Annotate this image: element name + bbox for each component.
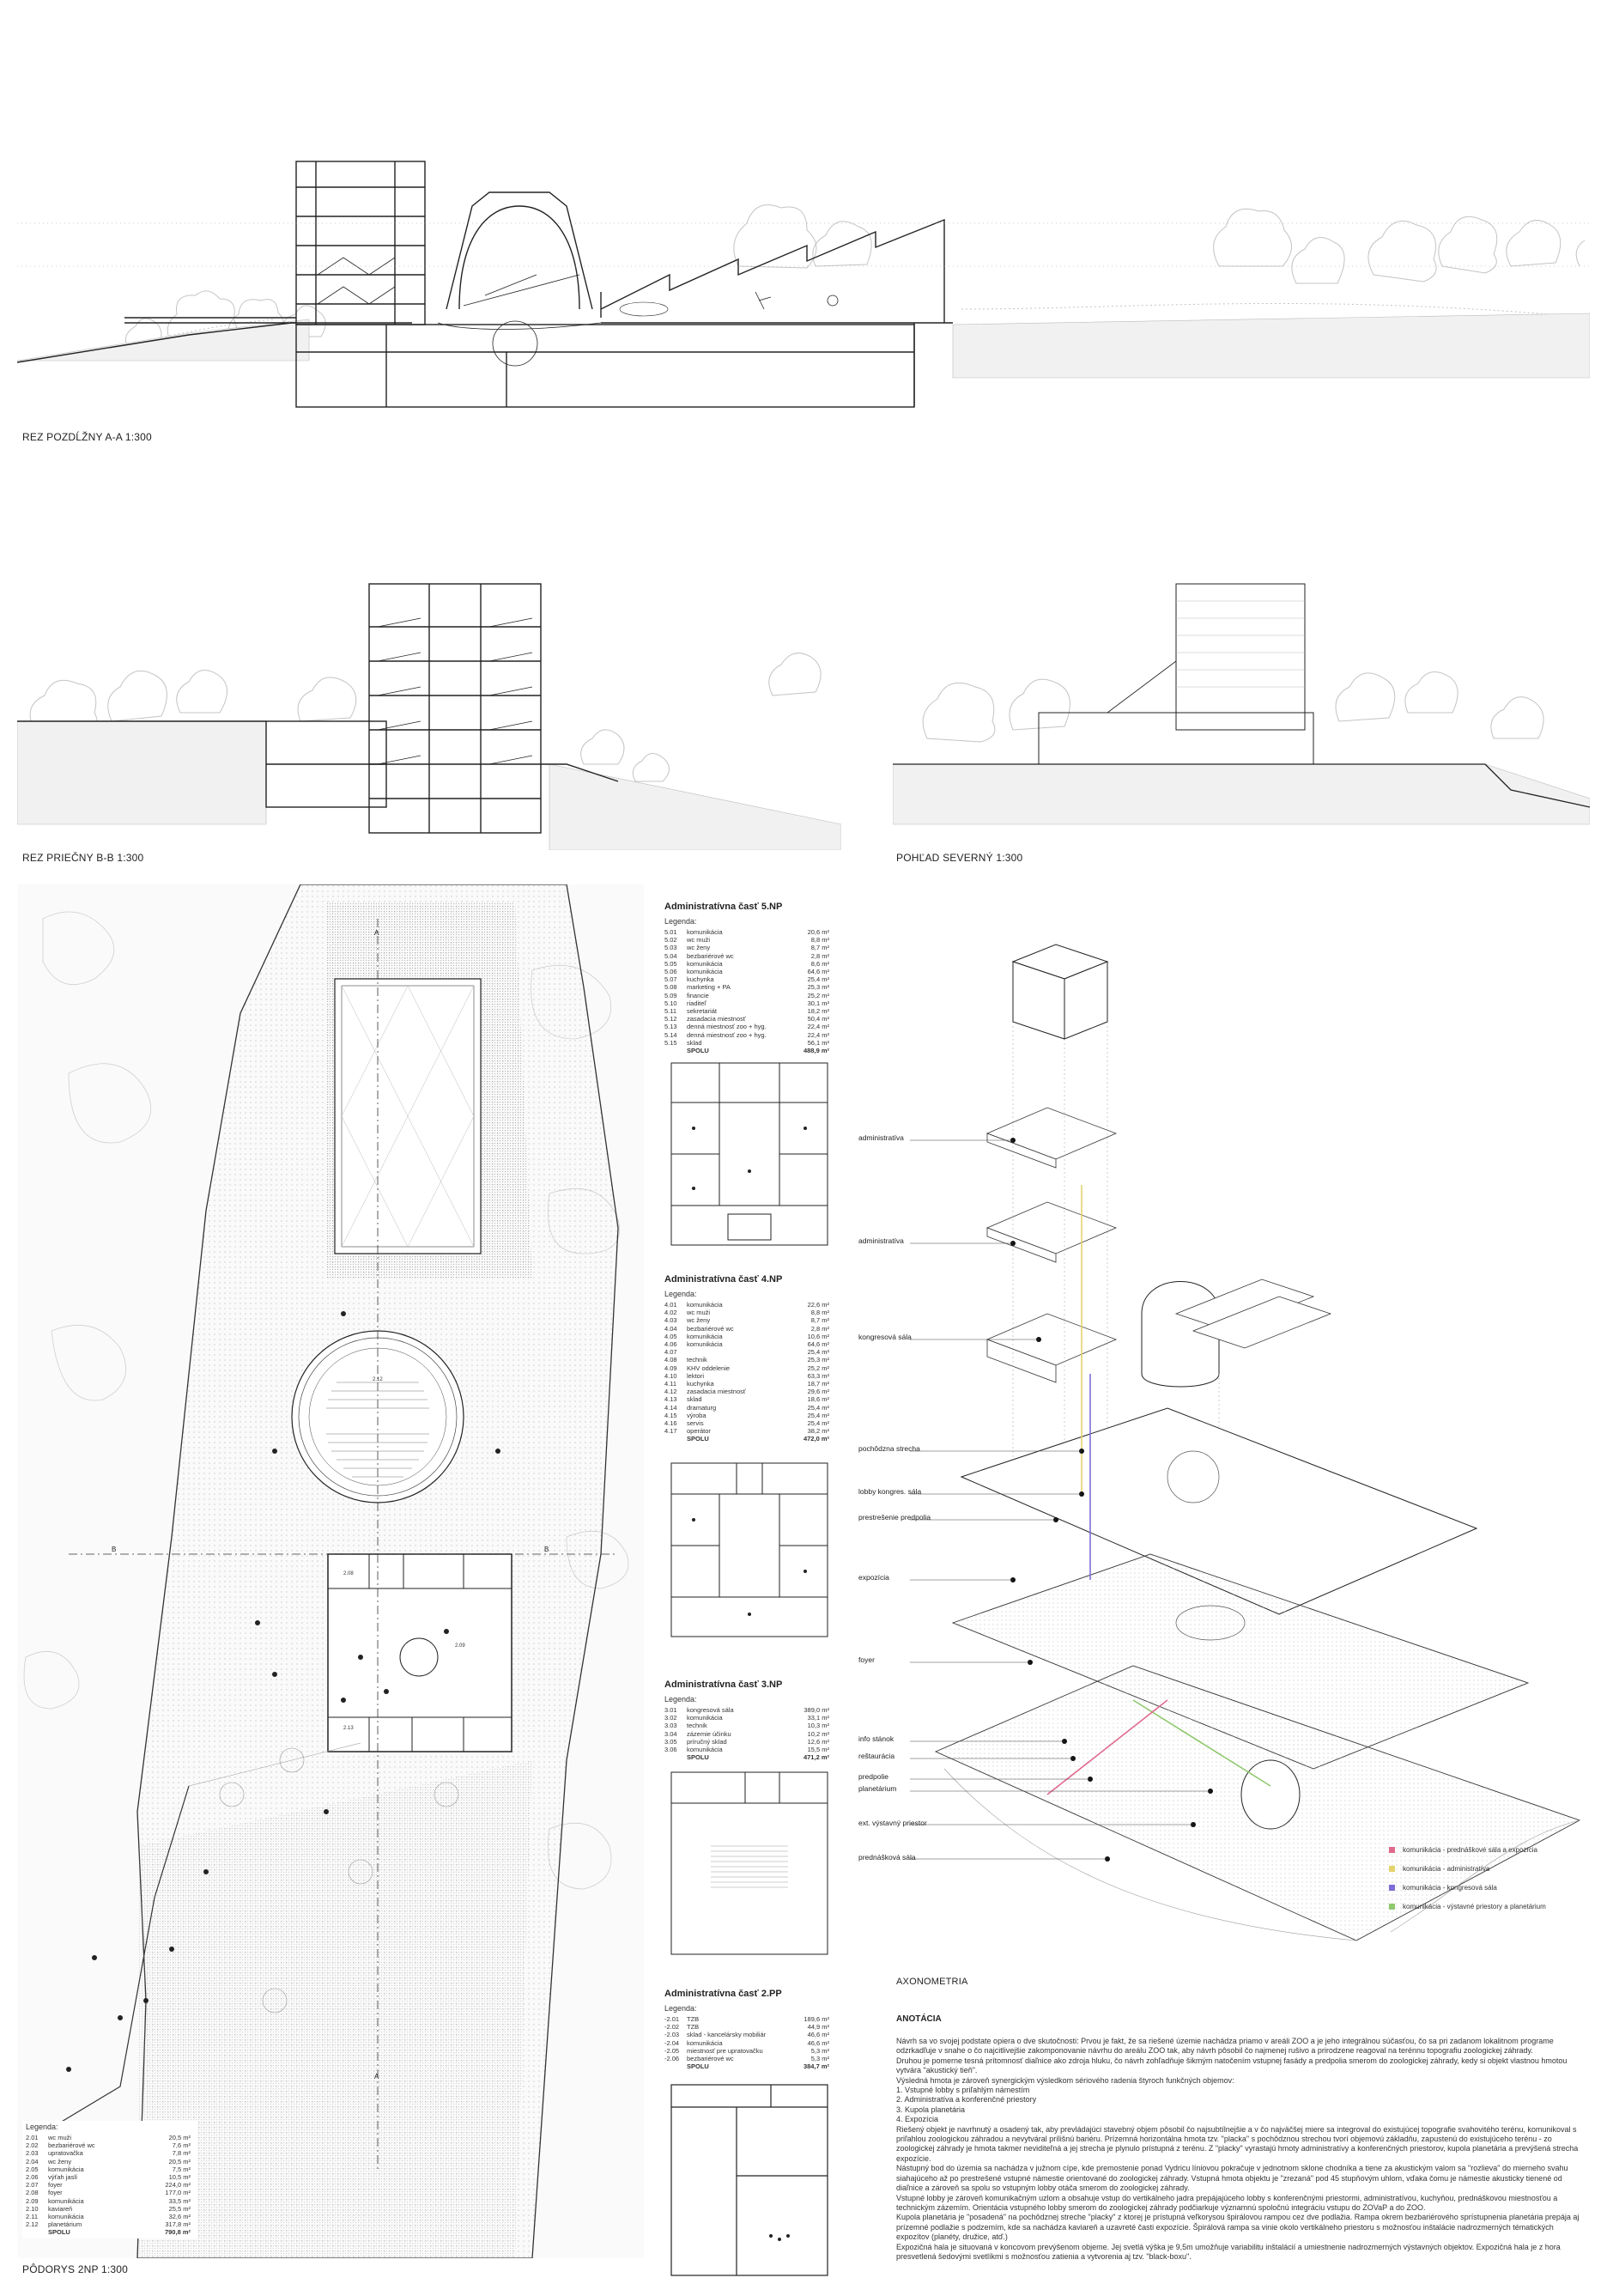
section-bb-svg [17,567,841,850]
legend-total: SPOLU 472,0 m² [687,1435,829,1443]
annotation-paragraph: Výsledná hmota je zároveň synergickým výsledkom sériového radenia štyroch funkčných objemov: [896,2075,1234,2085]
legend-row: 4.16 servis 25,4 m² [664,1419,829,1428]
legend-row: 5.13 denná miestnosť zoo + hyg. 22,4 m² [664,1023,829,1031]
legend-row: 5.01 komunikácia 20,6 m² [664,928,829,936]
legend-row: 5.09 financie 25,2 m² [664,991,829,999]
plan-2np-caption: PÔDORYS 2NP 1:300 [22,2263,129,2275]
legend-row: 5.02 wc muži 8,8 m² [664,936,829,945]
section-aa-caption: REZ POZDĹŽNY A-A 1:300 [22,431,152,443]
plan-room-213: 2.13 [343,1726,354,1731]
north-view-caption: POHĽAD SEVERNÝ 1:300 [896,852,1023,864]
floor5-plan [668,1060,831,1248]
legend-row: 4.11 kuchynka 18,7 m² [664,1380,829,1388]
legend-row: 4.10 lektori 63,3 m² [664,1371,829,1380]
legend-row: 5.08 marketing + PA 25,3 m² [664,983,829,992]
legend-row: 5.11 sekretariát 18,2 m² [664,1007,829,1016]
annotation-paragraph: Vstupné lobby je zároveň komunikačným uzlom a obsahuje vstup do vertikálneho jadra prepájajúceho lobby s konferenčnými priestormi, administratívou, kuchyňou, prednáškovou miestnosťou a technickým zázemím. Orientácia vstupného lobby smerom do zoologickej záhrady podčiarkuje významnú spoločnú integráciu vstupu do ZOVaP a do ZOO. [896,2193,1558,2212]
legend-row: 2.11 komunikácia 32,6 m² [26,2213,191,2221]
annotation-title: ANOTÁCIA [896,2014,942,2024]
legend-row: 5.15 sklad 56,1 m² [664,1038,829,1047]
section-aa-svg [17,137,1590,429]
floor3-title: Administratívna časť 3.NP [664,1679,783,1690]
annotation-paragraph: Nástupný bod do územia sa nachádza v južnom cípe, kde premostenie ponad Vydricu líniovou pokračuje v jednotnom sklone chodníka a tiene za akustickým valom sa "rozlieva" do mierneho svahu siahajúceho až po prestrešené vstupné námestie orientované do zoologickej záhrady. Vstupná hmota objektu je "zrezaná" pod 45 stupňovým uhlom, vďaka čomu je námestie akusticky tienené od diaľnice a zároveň sa spolu so vstupným lobby otáča smerom do zoologickej záhrady. [896,2164,1568,2193]
floor5-legend-label: Legenda: [664,917,697,926]
legend-row: 2.07 foyer 224,0 m² [26,2181,191,2190]
plan-label-a-bottom: A [374,2073,379,2080]
legend-row: 4.15 výroba 25,4 m² [664,1411,829,1419]
axo-key-item: komunikácia - kongresová sála [1389,1884,1497,1892]
legend-row: 2.10 kaviareň 25,5 m² [26,2204,191,2213]
legend-row: 5.03 wc ženy 8,7 m² [664,944,829,952]
annotation-paragraph: Expozičná hala je situovaná v koncovom prevýšenom objeme. Jej svetlá výška je 9,5m umožňuje variabilitu inštalácií a umiestnenie nadrozmerných výstavných objektov. Expozičná hala je z hora presvetlená šedovými svetlíkmi s možnosťou zatienia a vytvorenia aj tzv. "black-boxu". [896,2242,1561,2261]
annotation-paragraph: 3. Kupola planetária [896,2105,966,2114]
plan-room-209: 2.09 [455,1643,465,1649]
axo-label: planetárium [858,1784,897,1793]
legend-row: 2.03 upratovačka 7,8 m² [26,2149,191,2158]
axonometry-svg [910,927,1590,1966]
legend-row: 2.02 bezbariérové wc 7,6 m² [26,2141,191,2150]
floor4-plan-svg [668,1460,831,1640]
axo-label: expozícia [858,1573,889,1582]
legend-row: 3.02 komunikácia 33,1 m² [664,1714,829,1722]
legend-row: 2.05 komunikácia 7,5 m² [26,2165,191,2173]
floor4-legend [664,1274,836,1443]
annotation-text [896,2037,1583,2262]
legend-row: 4.08 technik 25,3 m² [664,1356,829,1364]
legend-row: -2.04 komunikácia 46,6 m² [664,2038,829,2047]
swatch-icon [1389,1866,1395,1872]
legend-row: 3.01 kongresová sála 389,0 m² [664,1706,829,1714]
legend-row: -2.05 miestnosť pre upratovačku 5,3 m² [664,2046,829,2055]
legend-row: 3.06 komunikácia 15,5 m² [664,1746,829,1754]
legend-total: SPOLU 384,7 m² [687,2062,829,2071]
legend-row: 4.01 komunikácia 22,6 m² [664,1301,829,1309]
legend-row: 2.08 foyer 177,0 m² [26,2189,191,2197]
floor5-title: Administratívna časť 5.NP [664,902,783,912]
axo-label: prednášková sála [858,1853,916,1862]
legend-row: 2.06 výťah jaslí 10,5 m² [26,2173,191,2182]
north-view-drawing [893,567,1590,850]
axo-key-item: komunikácia - administratíva [1389,1865,1489,1873]
floor3-legend-label: Legenda: [664,1695,697,1704]
legend-row: 5.10 riaditeľ 30,1 m² [664,999,829,1007]
annotation-paragraph: Kupola planetária je "posadená" na pochôdznej streche "placky" z ktorej je prístupná veľkorysou špirálovou rampou cez dve podlažia. Rampa okrem bezbariérového sprístupnenia planetária prepája aj prízemné podlažie s podzemím, kde sa nachádza kaviareň a uzavreté časti expozície. Špirálová rampa sa vinie okolo vertikálneho priestoru s možnosťou inštalácie nadrozmerných tématických expozítov (planéty, družice, atď.) [896,2213,1580,2242]
floor2pp-legend [664,1989,836,2070]
axo-key-item: komunikácia - prednáškové sála a expozícia [1389,1846,1537,1854]
axo-label: prestrešenie predpolia [858,1513,931,1522]
plan-room-212: 2.12 [373,1377,383,1382]
legend-row: -2.01 TZB 189,6 m² [664,2015,829,2023]
floor3-legend [664,1679,836,1761]
legend-total: SPOLU 790,8 m² [48,2228,191,2237]
legend-row: 5.05 komunikácia 8,6 m² [664,959,829,968]
axo-label: reštaurácia [858,1752,895,1760]
legend-row: 3.03 technik 10,3 m² [664,1722,829,1730]
axo-label: administratíva [858,1133,904,1142]
floor4-title: Administratívna časť 4.NP [664,1274,783,1285]
legend-row: 2.01 wc muži 20,5 m² [26,2134,191,2141]
legend-total: SPOLU 488,9 m² [687,1047,829,1055]
plan-legend-table [26,2134,194,2237]
annotation-paragraph: Návrh sa vo svojej podstate opiera o dve skutočnosti: Prvou je fakt, že sa riešené územie nachádza priamo v areáli ZOO a je jeho integrálnou súčasťou, čo sa pri zadanom lokalitnom programe odzrkadľuje v snahe o čo najcitlivejšie zakomponovanie návrhu do areálu ZOO tak, aby návrh pôsobil čo najmenej rušivo a prirodzene reagoval na terénnu topografiu zoologickej záhrady. [896,2037,1554,2056]
swatch-icon [1389,1847,1395,1853]
plan-label-a-top: A [374,929,379,937]
annotation-paragraph: 2. Administratíva a konferenčné priestory [896,2095,1037,2105]
axo-label: administratíva [858,1236,904,1245]
legend-row: 3.05 príručný sklad 12,6 m² [664,1737,829,1746]
floor4-table [664,1301,833,1443]
legend-row: 2.04 wc ženy 20,5 m² [26,2157,191,2165]
axonometry-drawing [910,927,1590,1966]
legend-row: 5.06 komunikácia 64,6 m² [664,968,829,976]
floor2pp-plan-svg [668,2081,831,2279]
axo-label: lobby kongres. sála [858,1487,922,1496]
axonometry-caption: AXONOMETRIA [896,1977,968,1987]
axo-key-item: komunikácia - výstavné priestory a planetárium [1389,1903,1546,1910]
legend-row: 4.17 operátor 38,2 m² [664,1427,829,1436]
plan-2np-drawing [17,884,644,2258]
floor3-plan [668,1769,831,1958]
floor4-plan [668,1460,831,1640]
legend-row: 4.12 zasadacia miestnosť 29,6 m² [664,1388,829,1396]
legend-row: -2.02 TZB 44,9 m² [664,2023,829,2032]
legend-row: 2.12 planetárium 317,8 m² [26,2220,191,2229]
legend-row: 4.06 komunikácia 64,6 m² [664,1340,829,1349]
legend-row: 4.04 bezbariérové wc 2,8 m² [664,1324,829,1333]
legend-total: SPOLU 471,2 m² [687,1753,829,1762]
plan-label-b-left: B [112,1546,117,1553]
floor5-table [664,928,833,1054]
floor2pp-table [664,2015,833,2070]
legend-row: 5.14 denná miestnosť zoo + hyg. 22,4 m² [664,1030,829,1039]
axo-label: kongresová sála [858,1333,912,1341]
plan-room-208: 2.08 [343,1571,354,1576]
north-view-svg [893,567,1590,850]
legend-row: 4.02 wc muži 8,8 m² [664,1309,829,1317]
annotation-paragraph: Druhou je pomerne tesná prítomnosť diaľnice ako zdroja hluku, čo návrh zohľadňuje šikmým natočením vstupnej fasády a predpolia smerom do zoologickej záhrady, kedy si objekt vlastnou hmotou vytvára "akustický tieň". [896,2056,1568,2075]
floor4-legend-label: Legenda: [664,1290,697,1298]
legend-row: 4.14 dramaturg 25,4 m² [664,1403,829,1412]
axo-label: pochôdzna strecha [858,1444,920,1453]
floor2pp-plan [668,2081,831,2279]
floor2pp-title: Administratívna časť 2.PP [664,1989,782,1999]
swatch-icon [1389,1885,1395,1891]
legend-row: 2.09 komunikácia 33,5 m² [26,2196,191,2205]
section-bb-drawing [17,567,841,850]
section-bb-caption: REZ PRIEČNY B-B 1:300 [22,852,144,864]
floor5-plan-svg [668,1060,831,1248]
floor3-table [664,1706,833,1761]
plan-legend [22,2121,197,2238]
annotation-paragraph: Riešený objekt je navrhnutý a osadený tak, aby prevládajúci stavebný objem pôsobil čo najsubtílnejšie a v čo najväčšej miere sa integroval do existujúcej topografie svahovitého terénu, komunikoval s priľahlou zoologickou záhradou a nevytváral prílišnú bariéru. Prízemná horizontálna hmota tzv. "placka" s pochôdznou strechou tvorí objemovú základňu, zapustenú do existujúceho terénu - zo zoologickej záhrady je hmota takmer neviditeľná a jej strecha je plynulo prístupná z terénu. Z "placky" vyrastajú hmoty administratívy a konferenčných priestorov, kupola planetária a prevýšená strecha expozície. [896,2124,1579,2163]
axo-label: ext. výstavný priestor [858,1819,927,1827]
legend-row: 4.13 sklad 18,6 m² [664,1395,829,1404]
floor2pp-legend-label: Legenda: [664,2004,697,2013]
legend-row: 5.04 bezbariérové wc 2,8 m² [664,951,829,960]
annotation-paragraph: 4. Expozícia [896,2115,939,2124]
axo-label: info stánok [858,1734,894,1743]
legend-row: 5.07 kuchynka 25,4 m² [664,975,829,984]
plan-2np-svg [17,884,644,2258]
legend-row: 4.09 KHV oddelenie 25,2 m² [664,1364,829,1372]
legend-row: -2.03 sklad - kancelársky mobiliár 46,6 m² [664,2031,829,2039]
legend-row: 4.07 25,4 m² [664,1348,829,1357]
plan-legend-title: Legenda: [26,2123,58,2131]
annotation-paragraph: 1. Vstupné lobby s priľahlým námestím [896,2086,1030,2095]
legend-row: -2.06 bezbariérové wc 5,3 m² [664,2055,829,2063]
plan-label-b-right: B [544,1546,549,1553]
floor3-plan-svg [668,1769,831,1958]
legend-row: 4.03 wc ženy 8,7 m² [664,1316,829,1325]
axo-label: foyer [858,1655,875,1664]
legend-row: 4.05 komunikácia 10,6 m² [664,1332,829,1340]
floor5-legend [664,902,836,1054]
swatch-icon [1389,1904,1395,1910]
legend-row: 5.12 zasadacia miestnosť 50,4 m² [664,1015,829,1023]
legend-row: 3.04 zázemie účinku 10,2 m² [664,1729,829,1738]
section-aa-drawing [17,137,1590,429]
axo-label: predpolie [858,1772,888,1781]
